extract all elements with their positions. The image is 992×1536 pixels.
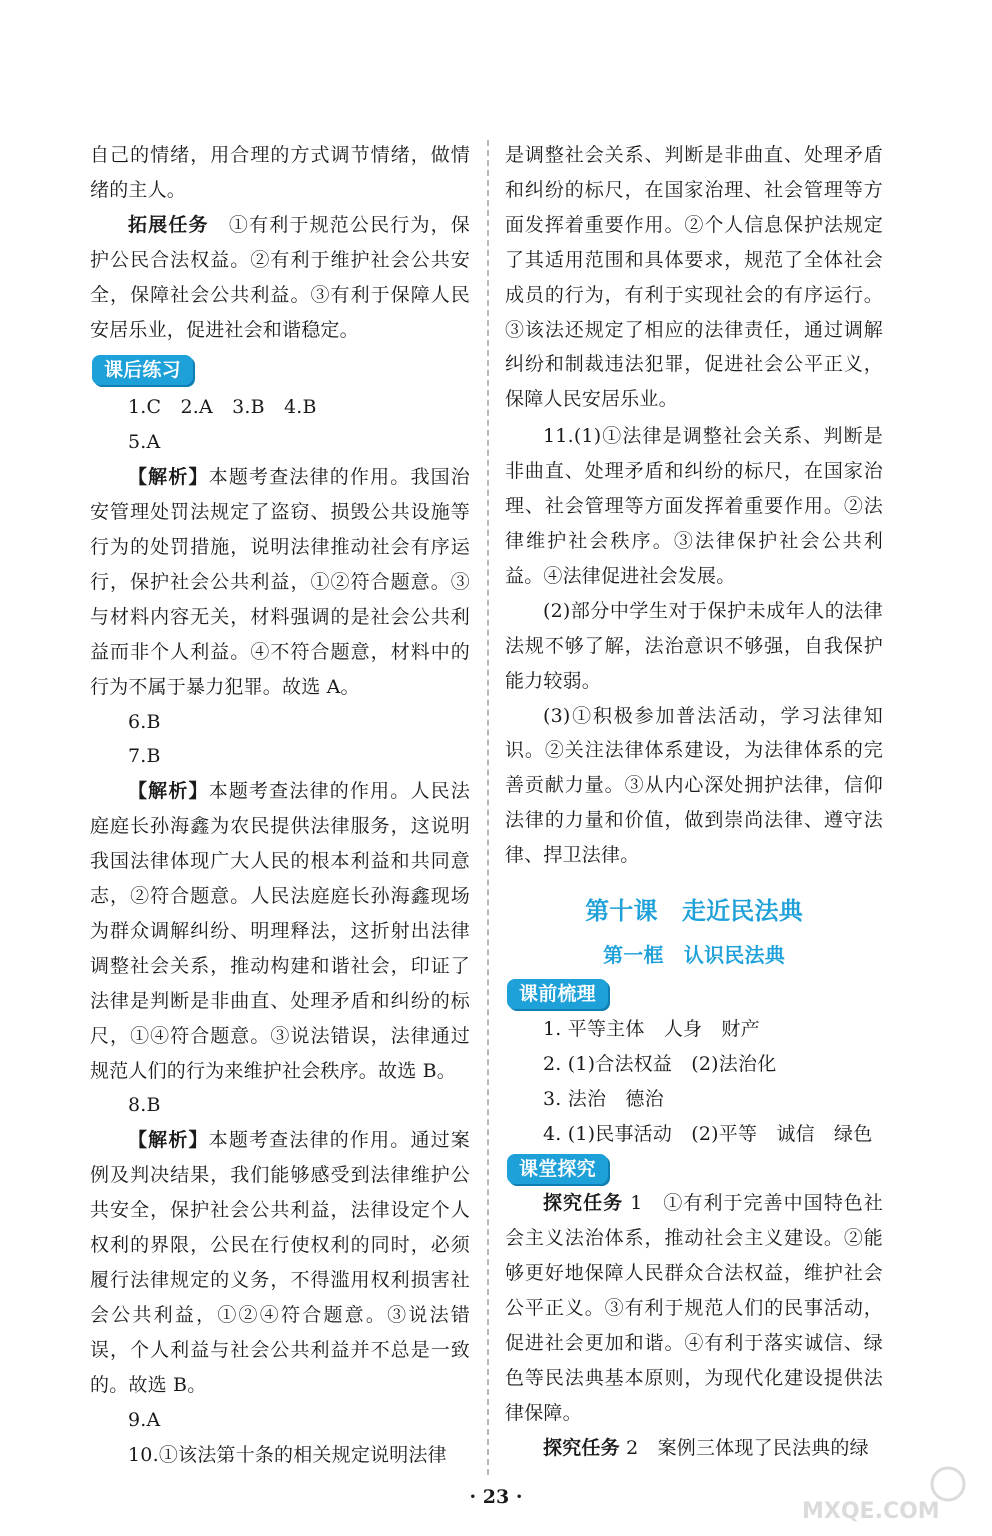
analysis-3	[90, 1123, 470, 1402]
section-badge-inquiry: 课堂探究	[507, 1154, 608, 1184]
task-label: 探究任务	[543, 1436, 620, 1459]
badge-row	[90, 353, 470, 388]
badge-row	[505, 977, 883, 1012]
review-item-1: 1. 平等主体 人身 财产	[543, 1017, 760, 1040]
watermark-logo	[798, 1462, 970, 1526]
paragraph-emotion: 自己的情绪，用合理的方式调节情绪，做情绪的主人。	[90, 144, 470, 201]
task-text: ①有利于完善中国特色社会主义法治体系，推动社会主义建设。②能够更好地保障人民群众合法权益，维护社会公平正义。③有利于规范人们的民事活动，促进社会更加和谐。④有利于落实诚信、绿色等民法典基本原则，为现代化建设提供法律保障。	[505, 1192, 883, 1424]
task-number: 2	[626, 1436, 639, 1459]
review-item-3: 3. 法治 德治	[543, 1087, 664, 1110]
answer-11-part-1: 11.(1)①法律是调整社会关系、判断是非曲直、处理矛盾和纠纷的标尺，在国家治理、社会管理等方面发挥着重要作用。②法律维护社会秩序。③法律保护社会公共利益。④法律促进社会发展。	[505, 425, 883, 587]
analysis-1	[90, 460, 470, 704]
column-divider	[487, 140, 489, 1475]
task-number: 1	[630, 1192, 643, 1215]
answer-10: 10.①该法第十条的相关规定说明法律	[128, 1443, 447, 1466]
analysis-label: 【解析】	[128, 780, 209, 803]
section-badge-preview: 课前梳理	[507, 979, 608, 1009]
answer-11-part-2: (2)部分中学生对于保护未成年人的法律法规不够了解，法治意识不够强，自我保护能力较弱。	[505, 599, 883, 692]
analysis-2	[90, 774, 470, 1088]
section-title: 第一框 认识民法典	[603, 943, 785, 968]
answer-5: 5.A	[128, 431, 161, 454]
extension-task	[90, 208, 470, 348]
inquiry-task-1	[505, 1186, 883, 1430]
analysis-text: 本题考查法律的作用。我国治安管理处罚法规定了盗窃、损毁公共设施等行为的处罚措施，说明法律推动社会有序运行，保护社会公共利益，①②符合题意。③与材料内容无关，材料强调的是社会公共利益而非个人利益。④不符合题意，材料中的行为不属于暴力犯罪。故选 A。	[90, 466, 470, 698]
task-label: 拓展任务	[128, 213, 209, 236]
answer-6: 6.B	[128, 710, 161, 733]
left-column	[90, 138, 470, 1472]
analysis-label: 【解析】	[128, 466, 209, 489]
answer-8: 8.B	[128, 1094, 161, 1117]
answer-9: 9.A	[128, 1408, 161, 1431]
section-badge-homework: 课后练习	[92, 355, 193, 385]
lesson-title: 第十课 走近民法典	[585, 897, 803, 926]
task-text: ①有利于规范公民行为，保护公民合法权益。②有利于维护社会公共安全，保障社会公共利益。③有利于保障人民安居乐业，促进社会和谐稳定。	[90, 213, 471, 341]
answer-1-4: 1.C 2.A 3.B 4.B	[128, 396, 317, 419]
watermark-text: MXQE.COM	[802, 1499, 940, 1524]
paragraph-continued: 是调整社会关系、判断是非曲直、处理矛盾和纠纷的标尺，在国家治理、社会管理等方面发挥着重要作用。②个人信息保护法规定了其适用范围和具体要求，规范了全体社会成员的行为，有利于实现社会的有序运行。③该法还规定了相应的法律责任，通过调解纠纷和制裁违法犯罪，促进社会公平正义，保障人民安居乐业。	[505, 144, 883, 411]
review-item-4: 4. (1)民事活动 (2)平等 诚信 绿色	[543, 1122, 873, 1145]
answer-11-part-3: (3)①积极参加普法活动，学习法律知识。②关注法律体系建设，为法律体系的完善贡献力量。③从内心深处拥护法律，信仰法律的力量和价值，做到崇尚法律、遵守法律、捍卫法律。	[505, 704, 883, 867]
task-text: 案例三体现了民法典的绿	[657, 1436, 869, 1459]
right-column	[505, 138, 883, 1466]
answer-7: 7.B	[128, 745, 161, 768]
inquiry-task-2	[505, 1431, 883, 1466]
review-item-2: 2. (1)合法权益 (2)法治化	[543, 1052, 777, 1075]
page-number: · 23 ·	[469, 1486, 523, 1508]
badge-row	[505, 1152, 883, 1187]
analysis-text: 本题考查法律的作用。人民法庭庭长孙海鑫为农民提供法律服务，这说明我国法律体现广大人民的根本利益和共同意志，②符合题意。人民法庭庭长孙海鑫现场为群众调解纠纷、明理释法，这折射出法律调整社会关系，推动构建和谐社会，印证了法律是判断是非曲直、处理矛盾和纠纷的标尺，①④符合题意。③说法错误，法律通过规范人们的行为来维护社会秩序。故选 B。	[90, 780, 470, 1082]
task-label: 探究任务	[543, 1192, 624, 1215]
analysis-text: 本题考查法律的作用。通过案例及判决结果，我们能够感受到法律维护公共安全，保护社会公共利益，法律设定个人权利的界限，公民在行使权利的同时，必须履行法律规定的义务，不得滥用权利损害社会公共利益，①②④符合题意。③说法错误，个人利益与社会公共利益并不总是一致的。故选 B。	[90, 1129, 470, 1396]
analysis-label: 【解析】	[128, 1129, 209, 1152]
